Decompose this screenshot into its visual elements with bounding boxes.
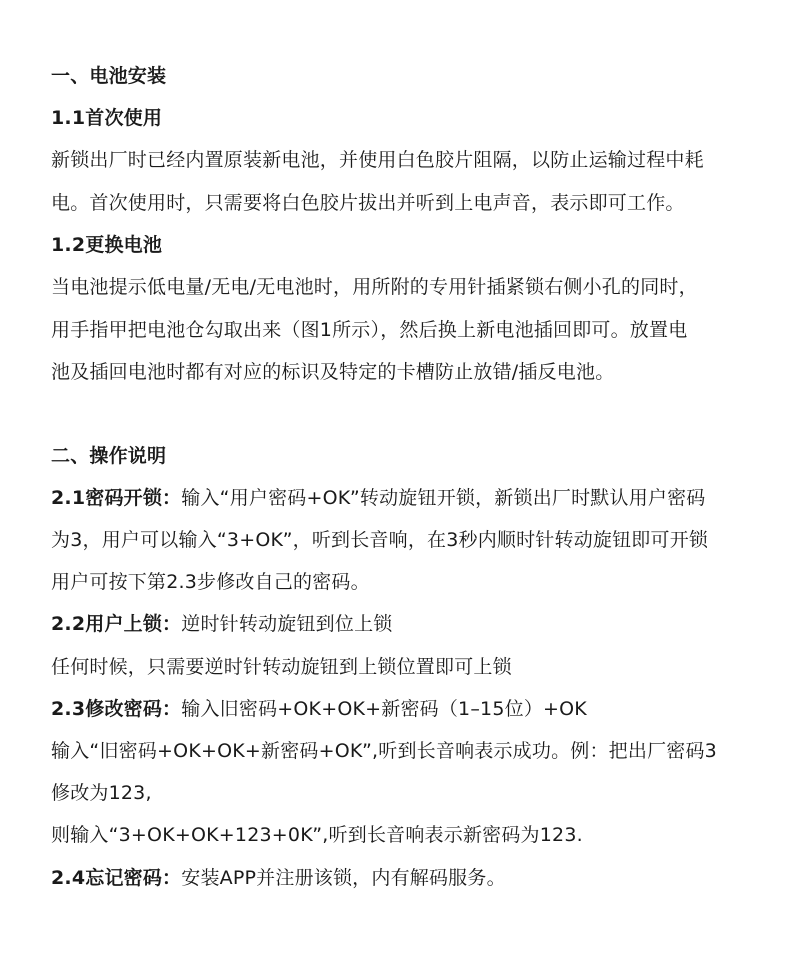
paragraph-line: 用手指甲把电池仓勾取出来（图1所示），然后换上新电池插回即可。放置电: [51, 319, 688, 341]
item-text: 输入旧密码+OK+OK+新密码（1–15位）+OK: [181, 698, 587, 720]
item-text: 逆时针转动旋钮到位上锁: [181, 613, 393, 635]
paragraph-line: 输入“旧密码+OK+OK+新密码+OK”,听到长音响表示成功。例：把出厂密码3: [51, 740, 717, 762]
item-label: 2.4忘记密码：: [51, 867, 182, 889]
item-text: 输入“用户密码+OK”转动旋钮开锁，新锁出厂时默认用户密码: [181, 487, 706, 509]
paragraph-line: 新锁出厂时已经内置原装新电池，并使用白色胶片阻隔，以防止运输过程中耗: [51, 149, 704, 171]
paragraph-line: 当电池提示低电量/无电/无电池时，用所附的专用针插紧锁右侧小孔的同时，: [51, 276, 698, 298]
paragraph-line: 用户可按下第2.3步修改自己的密码。: [51, 571, 370, 593]
paragraph-line: 池及插回电池时都有对应的标识及特定的卡槽防止放错/插反电池。: [51, 361, 615, 383]
item-text: 安装APP并注册该锁，内有解码服务。: [181, 867, 506, 889]
item-label: 2.1密码开锁：: [51, 487, 182, 509]
paragraph-line: 修改为123,: [51, 782, 152, 804]
item-change-password: [51, 697, 587, 721]
item-password-unlock: [51, 486, 706, 510]
subsection-first-use-title: 1.1首次使用: [51, 107, 163, 129]
item-label: 2.3修改密码：: [51, 698, 182, 720]
item-forgot-password: [51, 866, 506, 890]
item-label: 2.2用户上锁：: [51, 613, 182, 635]
subsection-replace-battery-title: 1.2更换电池: [51, 234, 163, 256]
paragraph-line: 电。首次使用时，只需要将白色胶片拔出并听到上电声音，表示即可工作。: [51, 192, 685, 214]
item-user-lock: [51, 612, 392, 636]
section-battery-title: 一、电池安装: [51, 65, 167, 87]
paragraph-line: 任何时候，只需要逆时针转动旋钮到上锁位置即可上锁: [51, 656, 512, 678]
paragraph-line: 为3，用户可以输入“3+OK”，听到长音响，在3秒内顺时针转动旋钮即可开锁: [51, 529, 709, 551]
section-operation-title: 二、操作说明: [51, 445, 167, 467]
paragraph-line: 则输入“3+OK+OK+123+0K”,听到长音响表示新密码为123.: [51, 824, 583, 846]
